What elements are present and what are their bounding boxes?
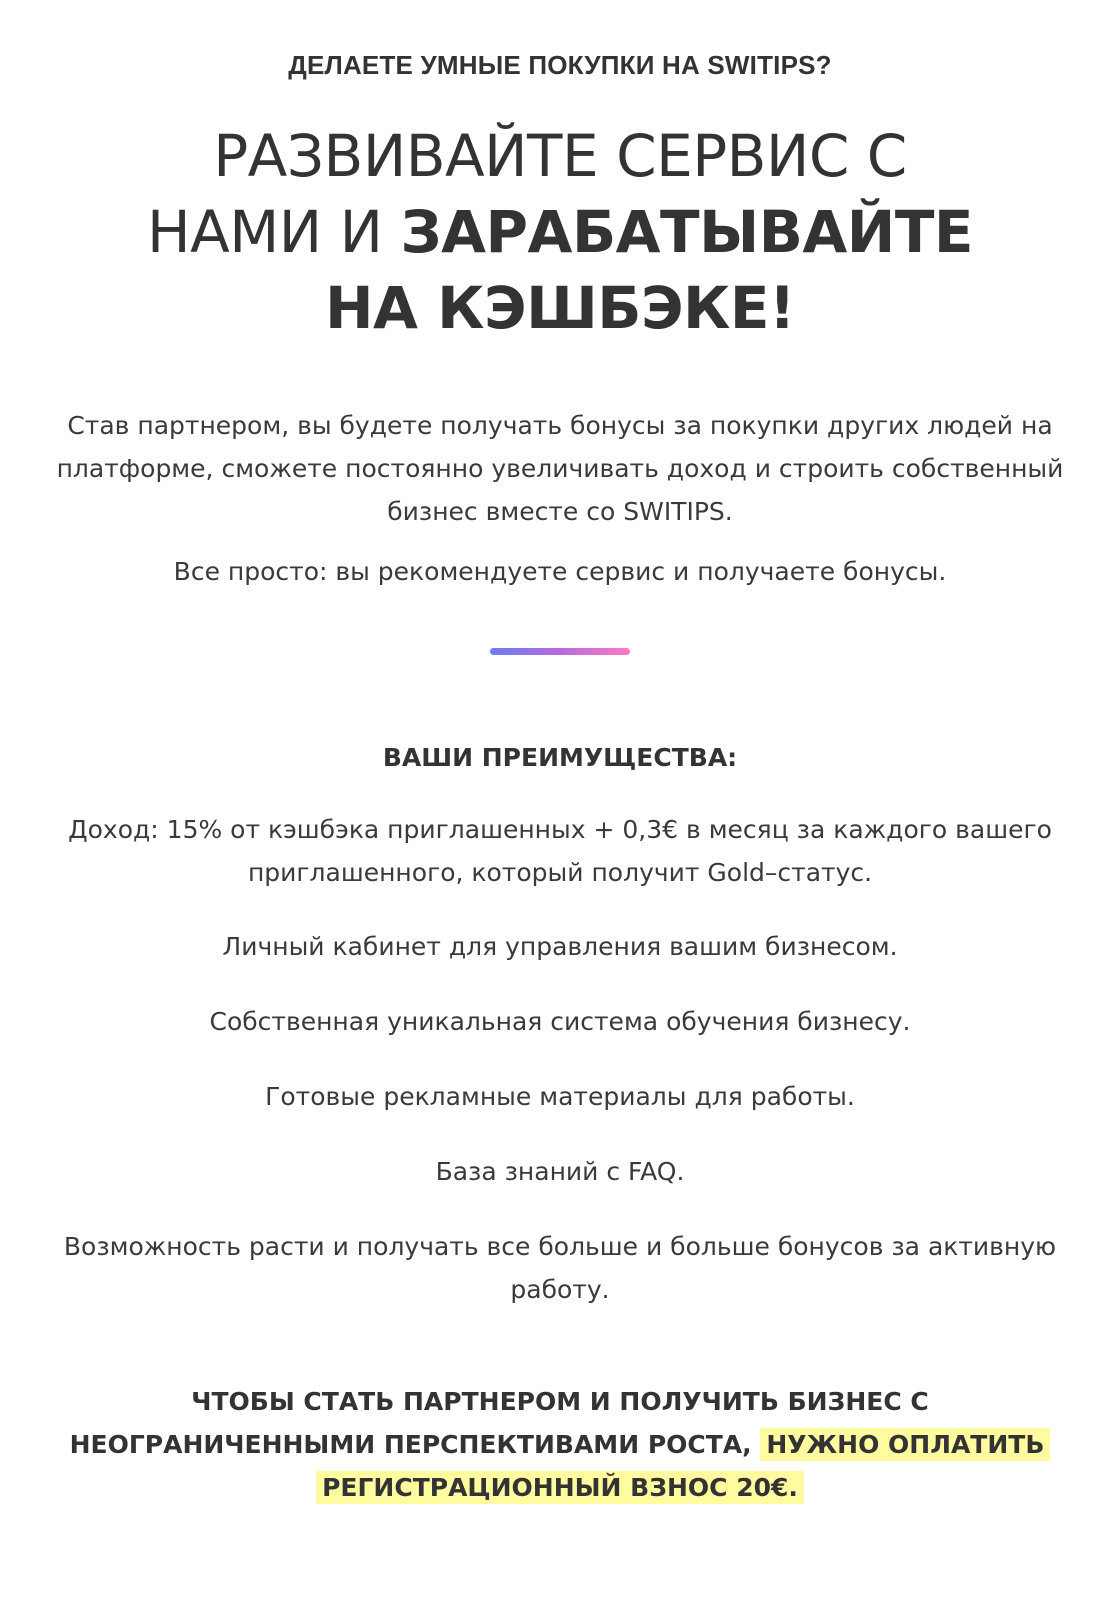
benefit-growth-line-1: Возможность расти и получать все больше и больше бонусов за активную xyxy=(63,1232,1057,1261)
benefit-income-line-1: Доход: 15% от кэшбэка приглашенных + 0,3€ в месяц за каждого вашего xyxy=(68,815,1052,844)
headline-line-2 xyxy=(0,194,1120,270)
benefit-income-line-2: приглашенного, который получит Gold–статус. xyxy=(247,858,873,887)
headline-line-3-bold: НА КЭШБЭКЕ! xyxy=(325,274,795,342)
simple-explanation: Все просто: вы рекомендуете сервис и получаете бонусы. xyxy=(173,557,947,586)
intro-paragraph xyxy=(30,404,1090,533)
intro-line-3: бизнес вместе со SWITIPS. xyxy=(387,497,733,526)
intro-line-1: Став партнером, вы будете получать бонусы за покупки других людей на xyxy=(67,411,1053,440)
cta-line-2 xyxy=(20,1423,1100,1466)
cta-line-2-plain: НЕОГРАНИЧЕННЫМИ ПЕРСПЕКТИВАМИ РОСТА, xyxy=(69,1430,761,1459)
cta-line-1: ЧТОБЫ СТАТЬ ПАРТНЕРОМ И ПОЛУЧИТЬ БИЗНЕС С xyxy=(191,1387,929,1416)
headline-line-1: РАЗВИВАЙТЕ СЕРВИС С xyxy=(213,122,907,190)
headline-line-3 xyxy=(0,270,1120,346)
benefit-growth xyxy=(30,1225,1090,1311)
cta-highlight-2: РЕГИСТРАЦИОННЫЙ ВЗНОС 20€. xyxy=(316,1471,804,1504)
benefit-income xyxy=(30,808,1090,894)
advantages-title: ВАШИ ПРЕИМУЩЕСТВА: xyxy=(382,743,738,772)
benefit-cabinet: Личный кабинет для управления вашим бизнесом. xyxy=(222,932,898,961)
intro-line-2: платформе, сможете постоянно увеличивать доход и строить собственный xyxy=(56,454,1064,483)
cta-line-3 xyxy=(20,1466,1100,1509)
benefit-materials: Готовые рекламные материалы для работы. xyxy=(265,1082,855,1111)
benefit-training: Собственная уникальная система обучения бизнесу. xyxy=(209,1007,911,1036)
gradient-divider xyxy=(490,648,630,655)
cta-highlight-1: НУЖНО ОПЛАТИТЬ xyxy=(760,1428,1050,1461)
headline-line-2-bold: ЗАРАБАТЫВАЙТЕ xyxy=(400,198,974,266)
eyebrow-heading: ДЕЛАЕТЕ УМНЫЕ ПОКУПКИ НА SWITIPS? xyxy=(288,50,832,80)
benefit-faq: База знаний с FAQ. xyxy=(435,1157,685,1186)
headline-line-2-regular: НАМИ И xyxy=(146,198,401,266)
page-headline xyxy=(0,118,1120,346)
benefit-growth-line-2: работу. xyxy=(510,1275,610,1304)
call-to-action xyxy=(20,1380,1100,1509)
